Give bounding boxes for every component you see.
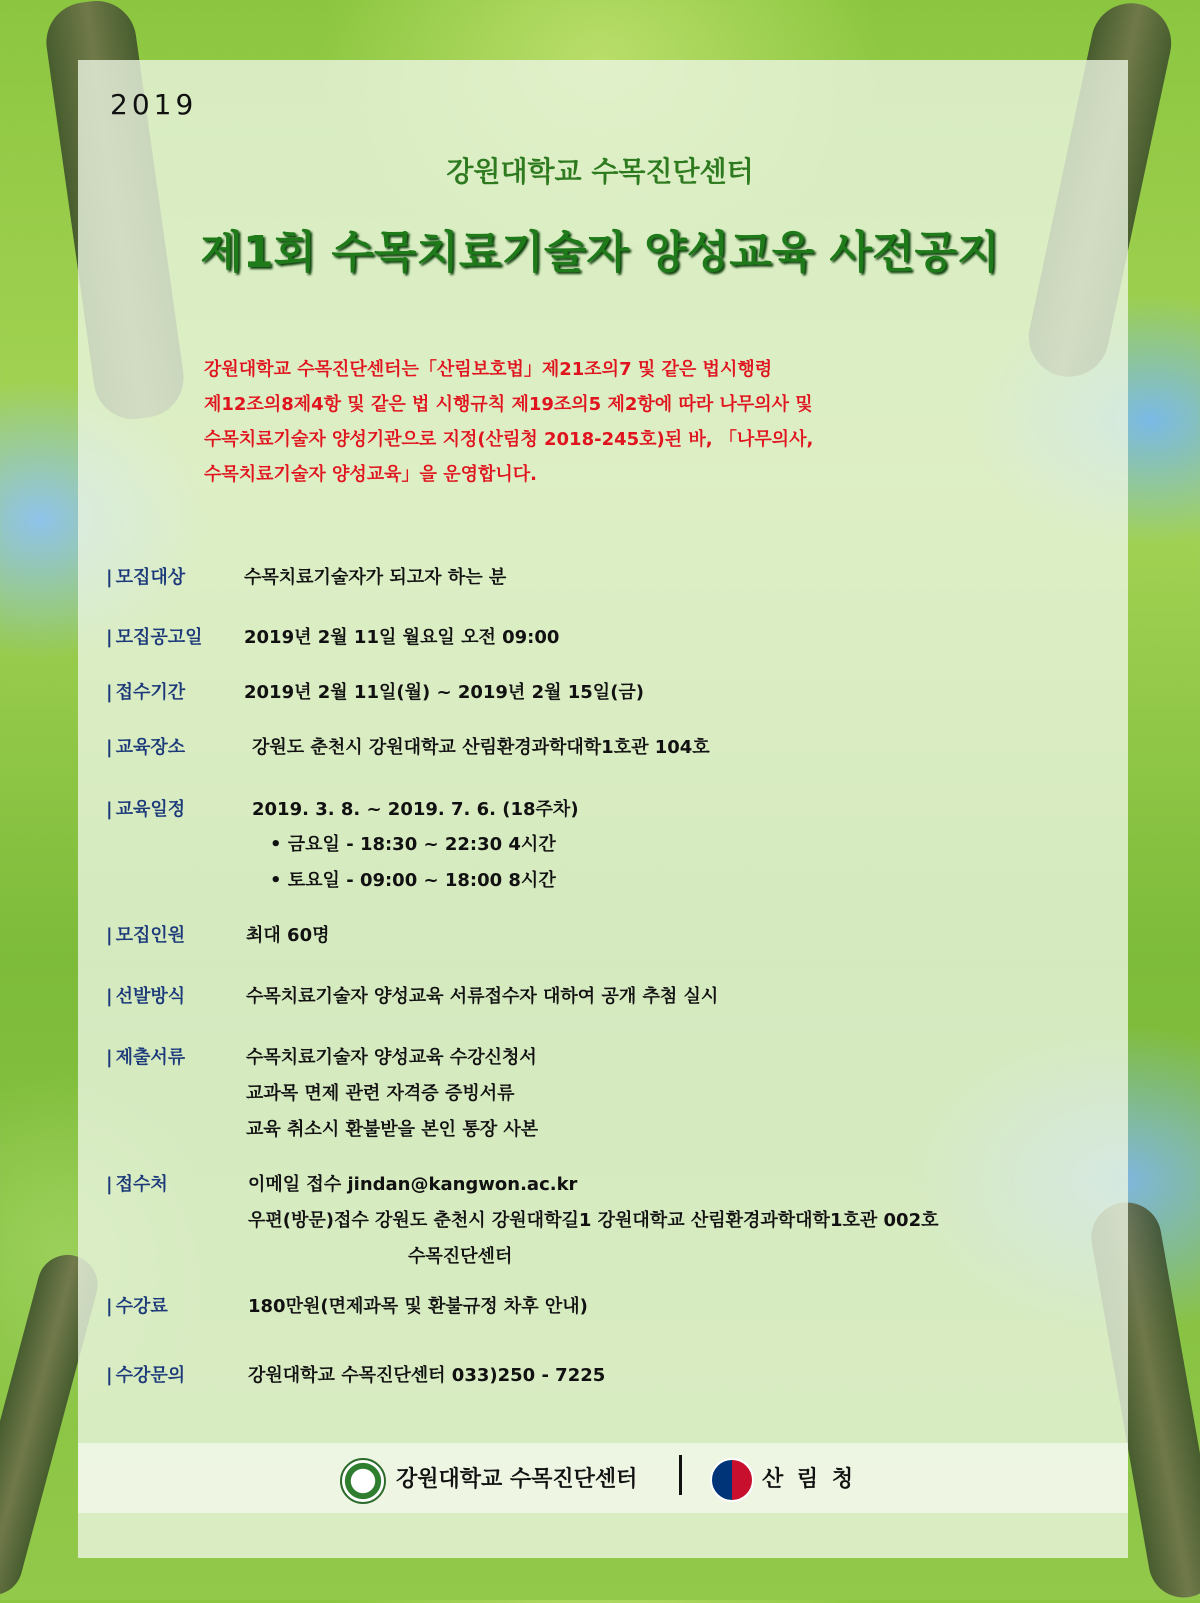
intro-paragraph xyxy=(204,352,1064,492)
info-label: | 모집인원 xyxy=(106,925,186,946)
info-label: | 선발방식 xyxy=(106,986,186,1007)
info-label: | 접수처 xyxy=(106,1174,168,1195)
intro-line: 수목치료기술자 양성교육」을 운영합니다. xyxy=(204,464,537,485)
info-value: • 토요일 - 09:00 ~ 18:00 8시간 xyxy=(270,870,556,891)
year-label: 2019 xyxy=(110,88,198,121)
info-value: 수목치료기술자가 되고자 하는 분 xyxy=(244,567,507,588)
notice-panel xyxy=(78,60,1128,1558)
footer-divider xyxy=(679,1455,682,1495)
intro-line: 제12조의8제4항 및 같은 법 시행규칙 제19조의5 제2항에 따라 나무의사 및 xyxy=(204,394,813,415)
info-value: 180만원(면제과목 및 환불규정 차후 안내) xyxy=(248,1296,588,1317)
info-value: 2019. 3. 8. ~ 2019. 7. 6. (18주차) xyxy=(252,799,579,820)
info-label: | 교육일정 xyxy=(106,799,186,820)
info-label: | 접수기간 xyxy=(106,682,186,703)
info-value: 최대 60명 xyxy=(246,925,330,946)
info-value: 강원대학교 수목진단센터 033)250 - 7225 xyxy=(248,1365,606,1386)
info-label: | 수강료 xyxy=(106,1296,168,1317)
page-title: 제1회 수목치료기술자 양성교육 사전공지 xyxy=(200,227,1000,278)
info-label: | 수강문의 xyxy=(106,1365,186,1386)
tree-center-logo-icon xyxy=(340,1458,386,1504)
footer-org-name: 강원대학교 수목진단센터 xyxy=(396,1467,638,1492)
info-value: 2019년 2월 11일 월요일 오전 09:00 xyxy=(244,627,560,648)
info-value: 수목치료기술자 양성교육 수강신청서 xyxy=(246,1047,537,1068)
info-value: 교육 취소시 환불받을 본인 통장 사본 xyxy=(246,1119,539,1140)
info-label: | 교육장소 xyxy=(106,737,186,758)
email-contact: 이메일 접수 jindan@kangwon.ac.kr xyxy=(248,1174,578,1195)
info-value: • 금요일 - 18:30 ~ 22:30 4시간 xyxy=(270,834,556,855)
forest-service-logo-icon xyxy=(710,1458,754,1502)
intro-line: 수목치료기술자 양성기관으로 지정(산림청 2018-245호)된 바, 「나무의사, xyxy=(204,429,814,450)
info-value: 수목진단센터 xyxy=(408,1246,513,1267)
info-label: | 모집공고일 xyxy=(106,627,203,648)
organization-subtitle: 강원대학교 수목진단센터 xyxy=(446,155,754,188)
info-value: 2019년 2월 11일(월) ~ 2019년 2월 15일(금) xyxy=(244,682,645,703)
footer-agency-name: 산 림 청 xyxy=(762,1467,857,1492)
info-label: | 제출서류 xyxy=(106,1047,186,1068)
info-value: 교과목 면제 관련 자격증 증빙서류 xyxy=(246,1083,515,1104)
info-value: 수목치료기술자 양성교육 서류접수자 대하여 공개 추첨 실시 xyxy=(246,986,719,1007)
info-value: 우편(방문)접수 강원도 춘천시 강원대학길1 강원대학교 산림환경과학대학1호관 002호 xyxy=(248,1210,939,1231)
info-label: | 모집대상 xyxy=(106,567,186,588)
info-value: 강원도 춘천시 강원대학교 산림환경과학대학1호관 104호 xyxy=(252,737,710,758)
intro-line: 강원대학교 수목진단센터는「산림보호법」제21조의7 및 같은 법시행령 xyxy=(204,359,773,380)
